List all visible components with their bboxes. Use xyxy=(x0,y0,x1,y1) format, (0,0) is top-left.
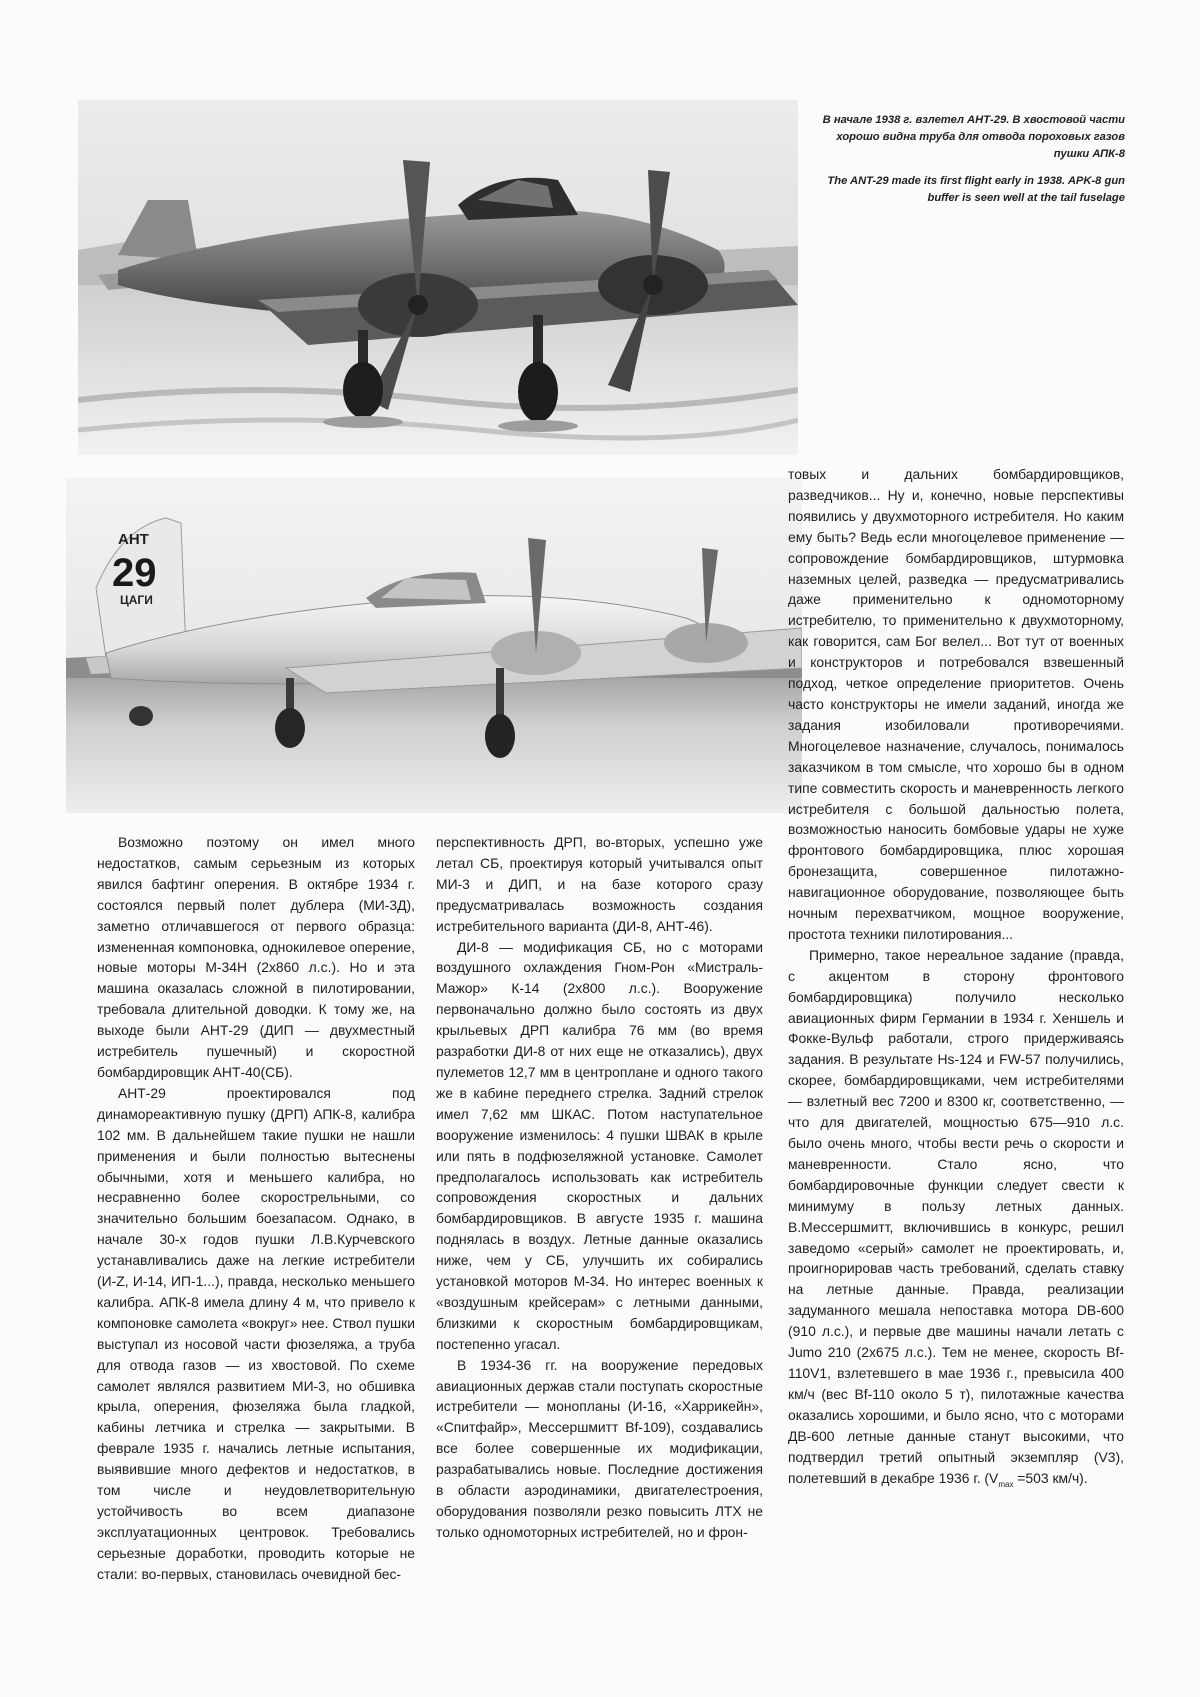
text-column-middle xyxy=(436,832,763,1543)
paragraph: ДИ-8 — модификация СБ, но с моторами воздушного охлаждения Гном-Рон «Мистраль-Мажор» К-14 (2х800 л.с.). Вооружение первоначально должно было состоять из двух крыльевых ДРП калибра 76 мм (во время разработки ДИ-8 от них еще не отказались), двух пулеметов 12,7 мм в центроплане и одного такого же в кабине переднего стрелка. Задний стрелок имел 7,62 мм ШКАС. Потом наступательное вооружение изменилось: 4 пушки ШВАК в крыле или пять в подфюзеляжной установке. Самолет предполагалось использовать как истребитель сопровождения скоростных и дальних бомбардировщиков. В августе 1935 г. машина поднялась в воздух. Летные данные оказались ниже, чем у СБ, улучшить их собирались установкой моторов М-34. Но интерес военных к «воздушным крейсерам» с летными данными, близкими к скоростным бомбардировщикам, постепенно угасал. xyxy=(436,938,763,1352)
caption-ru: В начале 1938 г. взлетел АНТ-29. В хвостовой части хорошо видна труба для отвода пороховых газов пушки АПК-8 xyxy=(822,114,1125,160)
photo-ant29-front xyxy=(78,100,798,455)
marking-type: АНТ xyxy=(118,531,149,548)
paragraph-text: Примерно, такое нереальное задание (правда, с акцентом в сторону фронтового бомбардировщика) получило несколько авиационных фирм Германии в 1934 г. Хеншель и Фокке-Вульф работали, строго придерживаясь задания. В результате Hs-124 и FW-57 получились, скорее, бомбардировщиками, чем истребителями — взлетный вес 7200 и 8300 кг, соответственно, — что для двигателей, мощностью 675—910 л.с. было очень много, чтобы вести речь о скорости и маневренности. Стало ясно, что бомбардировочные функции следует свести к минимуму в пользу летных данных. В.Мессершмитт, включившись в конкурс, решил заведомо «серый» самолет не проектировать, и, проигнорировав часть требований, сделать ставку на летные данные. Правда, реализации задуманного мешала непоставка мотора DB-600 (910 л.с.), и первые две машины начали летать с Jumo 210 (2х675 л.с.). Тем не менее, скорость Bf-110V1, взлетевшего в мае 1936 г., превысила 400 км/ч (вес Bf-110 около 5 т), пилотажные качества оказались хорошими, и было ясно, что с моторами ДВ-600 летные данные станут высокими, что подтвердил третий опытный экземпляр (V3), полетевший в декабре 1936 г. (V xyxy=(788,946,1124,1486)
photo-ant29-side xyxy=(66,478,802,813)
paragraph: товых и дальних бомбардировщиков, разведчиков... Ну и, конечно, новые перспективы появились у двухмоторного истребителя. Но каким ему быть? Ведь если многоцелевое применение — сопровождение бомбардировщиков, штурмовка наземных целей, разведка — предусматривались даже применительно к одномоторному истребителю, то применительно к двухмоторному, как говорится, сам Бог велел... Вот тут от военных и конструкторов и потребовался взвешенный подход, четкое определение приоритетов. Очень часто конструкторы не имели заданий, иногда же задания изобиловали противоречиями. Многоцелевое назначение, случалось, понималось заказчиком в том смысле, что хорошо бы в одном типе совместить скорость и маневренность легкого истребителя с большой дальностью полета, возможностью наносить бомбовые удары не хуже фронтового бомбардировщика, плюс хорошая бронезащита, совершенное пилотажно-навигационное оборудование, позволяющее быть ночным перехватчиком, мощное вооружение, простота техники пилотирования... xyxy=(788,466,1124,942)
paragraph-end: =503 км/ч). xyxy=(1013,1469,1088,1486)
paragraph: Возможно поэтому он имел много недостатков, самым серьезным из которых явился бафтинг оперения. В октябре 1934 г. состоялся первый полет дублера (МИ-3Д), заметно отличавшегося от первого образца: измененная компоновка, однокилевое оперение, новые моторы М-34Н (2х860 л.с.). Но и эта машина оказалась сложной в пилотировании, требовала длительной доводки. К тому же, на выходе были АНТ-29 (ДИП — двухместный истребитель пушечный) и скоростной бомбардировщик АНТ-40(СБ). xyxy=(97,834,415,1080)
marking-number: 29 xyxy=(112,551,157,595)
photo-caption xyxy=(800,112,1125,217)
text-column-right xyxy=(788,464,1124,1495)
marking-org: ЦАГИ xyxy=(120,593,153,607)
paragraph-last xyxy=(788,945,1124,1495)
paragraph: АНТ-29 проектировался под динамореактивную пушку (ДРП) АПК-8, калибра 102 мм. В дальнейшем такие пушки не нашли применения и были полностью вытеснены обычными, хотя и меньшего калибра, но несравненно более скорострельными, со значительно большим боезапасом. Однако, в начале 30-х годов пушки Л.В.Курчевского устанавливались даже на легкие истребители (И-Z, И-14, ИП-1...), правда, несколько меньшего калибра. АПК-8 имела длину 4 м, что привело к компоновке самолета «вокруг» нее. Ствол пушки выступал из носовой части фюзеляжа, а труба для отвода газов — из хвостовой. По схеме самолет являлся развитием МИ-3, но обшивка крыла, оперения, фюзеляжа была гладкой, кабины летчика и стрелка — закрытыми. В феврале 1935 г. начались летные испытания, выявившие много дефектов и недостатков, в том числе и неудовлетворительную устойчивость во всем диапазоне эксплуатационных центровок. Требовались серьезные доработки, проводить которые не стали: во-первых, становилась очевидной бес- xyxy=(97,1084,415,1582)
paragraph: В 1934-36 гг. на вооружение передовых авиационных держав стали поступать скоростные истребители — монопланы (И-16, «Харрикейн», «Спитфайр», Мессершмитт Bf-109), создавались все более совершенные их модификации, разрабатывались новые. Последние достижения в области аэродинамики, двигателестроения, оборудования позволяли резко повысить ЛТХ не только одномоторных истребителей, но и фрон- xyxy=(436,1356,763,1540)
vmax-subscript: max xyxy=(998,1479,1014,1489)
caption-en: The ANT-29 made its first flight early in 1938. APK-8 gun buffer is seen well at the tail fuselage xyxy=(827,175,1125,204)
text-column-left xyxy=(97,832,415,1585)
paragraph: перспективность ДРП, во-вторых, успешно уже летал СБ, проектируя который учитывался опыт МИ-3 и ДИП, и на базе которого сразу предусматривалась возможность создания истребительного варианта (ДИ-8, АНТ-46). xyxy=(436,834,763,934)
